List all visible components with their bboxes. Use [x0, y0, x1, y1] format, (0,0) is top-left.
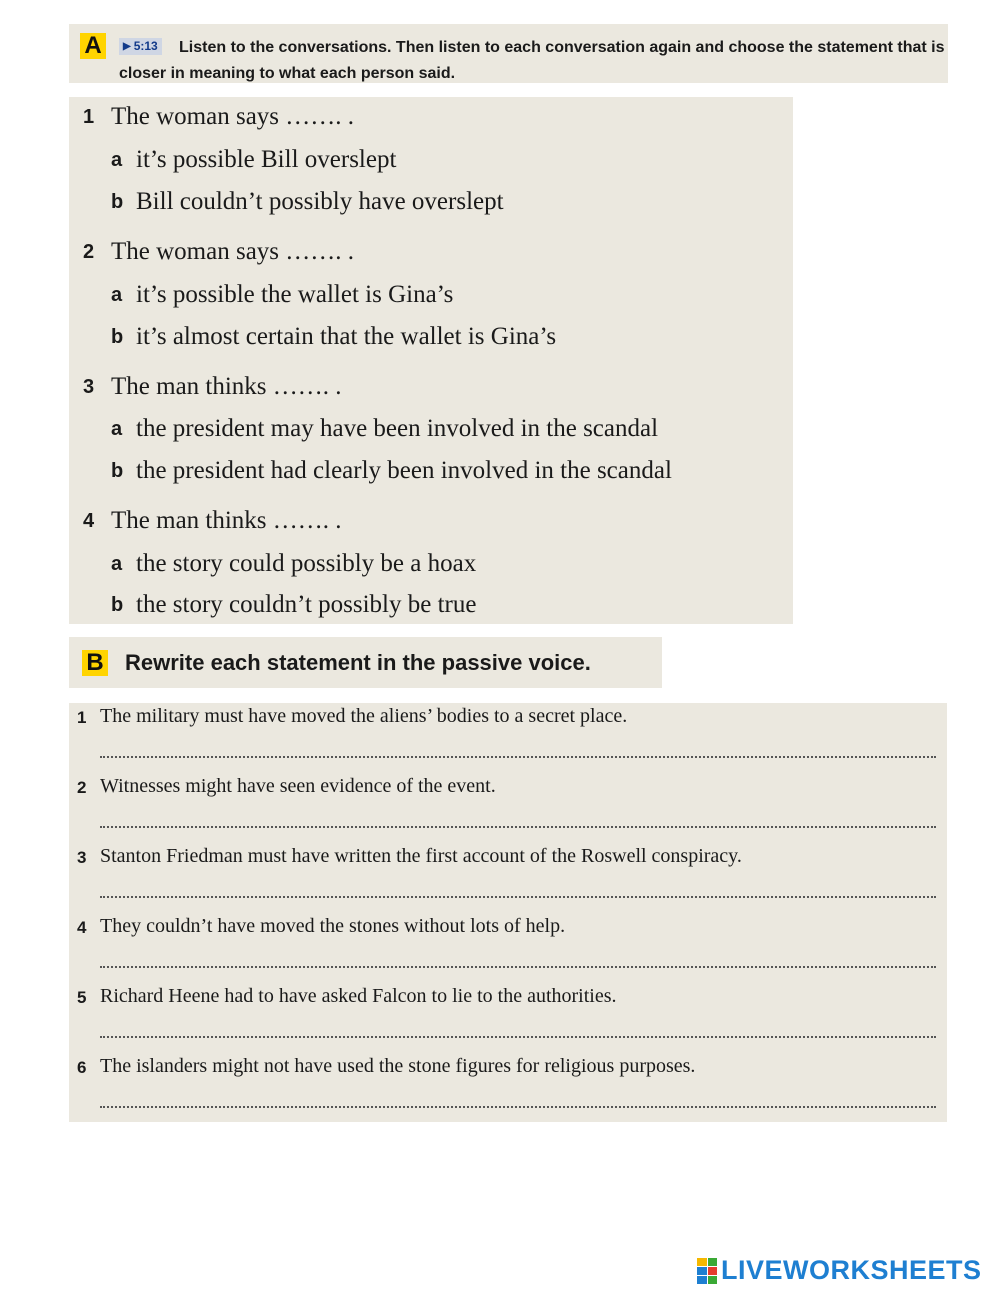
section-b-title: Rewrite each statement in the passive voice.	[125, 650, 591, 675]
exercise-3-answer-line[interactable]	[100, 896, 936, 898]
exercise-3-number: 3	[77, 848, 87, 867]
section-a-header	[69, 24, 948, 83]
question-number: 4	[83, 509, 95, 532]
logo-mark-icon	[697, 1258, 717, 1284]
option-text: the president had clearly been involved in the scandal	[136, 457, 672, 484]
option-letter: a	[111, 417, 123, 440]
play-icon: ▶	[123, 41, 131, 52]
section-a-instruction: Listen to the conversations. Then listen to each conversation again and choose the statement that is closer in meaning to what each person said.	[119, 39, 945, 82]
exercise-1-number: 1	[77, 708, 87, 727]
question-stem: The man thinks ……. .	[111, 373, 342, 400]
exercise-1-text: The military must have moved the aliens’ bodies to a secret place.	[100, 705, 628, 727]
exercise-1-answer-line[interactable]	[100, 756, 936, 758]
option-text: it’s possible the wallet is Gina’s	[136, 281, 454, 308]
option-letter: a	[111, 283, 123, 306]
liveworksheets-logo	[697, 1255, 982, 1286]
question-stem: The woman says ……. .	[111, 103, 355, 130]
question-number: 1	[83, 105, 95, 128]
option-text: it’s almost certain that the wallet is Gina’s	[136, 323, 557, 350]
option-letter: a	[111, 552, 123, 575]
exercise-4-number: 4	[77, 918, 87, 937]
option-letter: b	[111, 593, 124, 616]
question-stem: The man thinks ……. .	[111, 507, 342, 534]
section-b-badge: B	[82, 650, 108, 676]
option-text: it’s possible Bill overslept	[136, 146, 397, 173]
section-a-questions	[69, 97, 793, 624]
section-b-header	[69, 637, 662, 688]
exercise-6-answer-line[interactable]	[100, 1106, 936, 1108]
exercise-5-text: Richard Heene had to have asked Falcon to lie to the authorities.	[100, 985, 617, 1007]
option-text: the president may have been involved in the scandal	[136, 415, 659, 442]
option-text: the story could possibly be a hoax	[136, 550, 477, 577]
option-letter: a	[111, 148, 123, 171]
section-b-exercises	[69, 703, 947, 1122]
exercise-4-text: They couldn’t have moved the stones without lots of help.	[100, 915, 566, 937]
audio-track-label: 5:13	[133, 39, 158, 53]
audio-track-button[interactable]	[119, 38, 162, 55]
question-number: 2	[83, 240, 95, 263]
exercise-6-text: The islanders might not have used the stone figures for religious purposes.	[100, 1055, 696, 1077]
exercise-5-number: 5	[77, 988, 87, 1007]
exercise-5-answer-line[interactable]	[100, 1036, 936, 1038]
option-letter: b	[111, 325, 124, 348]
exercise-2-answer-line[interactable]	[100, 826, 936, 828]
question-stem: The woman says ……. .	[111, 238, 355, 265]
option-text: the story couldn’t possibly be true	[136, 591, 477, 618]
exercise-4-answer-line[interactable]	[100, 966, 936, 968]
exercise-6-number: 6	[77, 1058, 87, 1077]
exercise-2-text: Witnesses might have seen evidence of the event.	[100, 775, 496, 797]
exercise-3-text: Stanton Friedman must have written the first account of the Roswell conspiracy.	[100, 845, 742, 867]
exercise-2-number: 2	[77, 778, 87, 797]
option-letter: b	[111, 459, 124, 482]
question-number: 3	[83, 375, 95, 398]
logo-text: LIVEWORKSHEETS	[721, 1255, 982, 1285]
option-text: Bill couldn’t possibly have overslept	[136, 188, 504, 215]
section-a-badge: A	[80, 33, 106, 59]
option-letter: b	[111, 190, 124, 213]
